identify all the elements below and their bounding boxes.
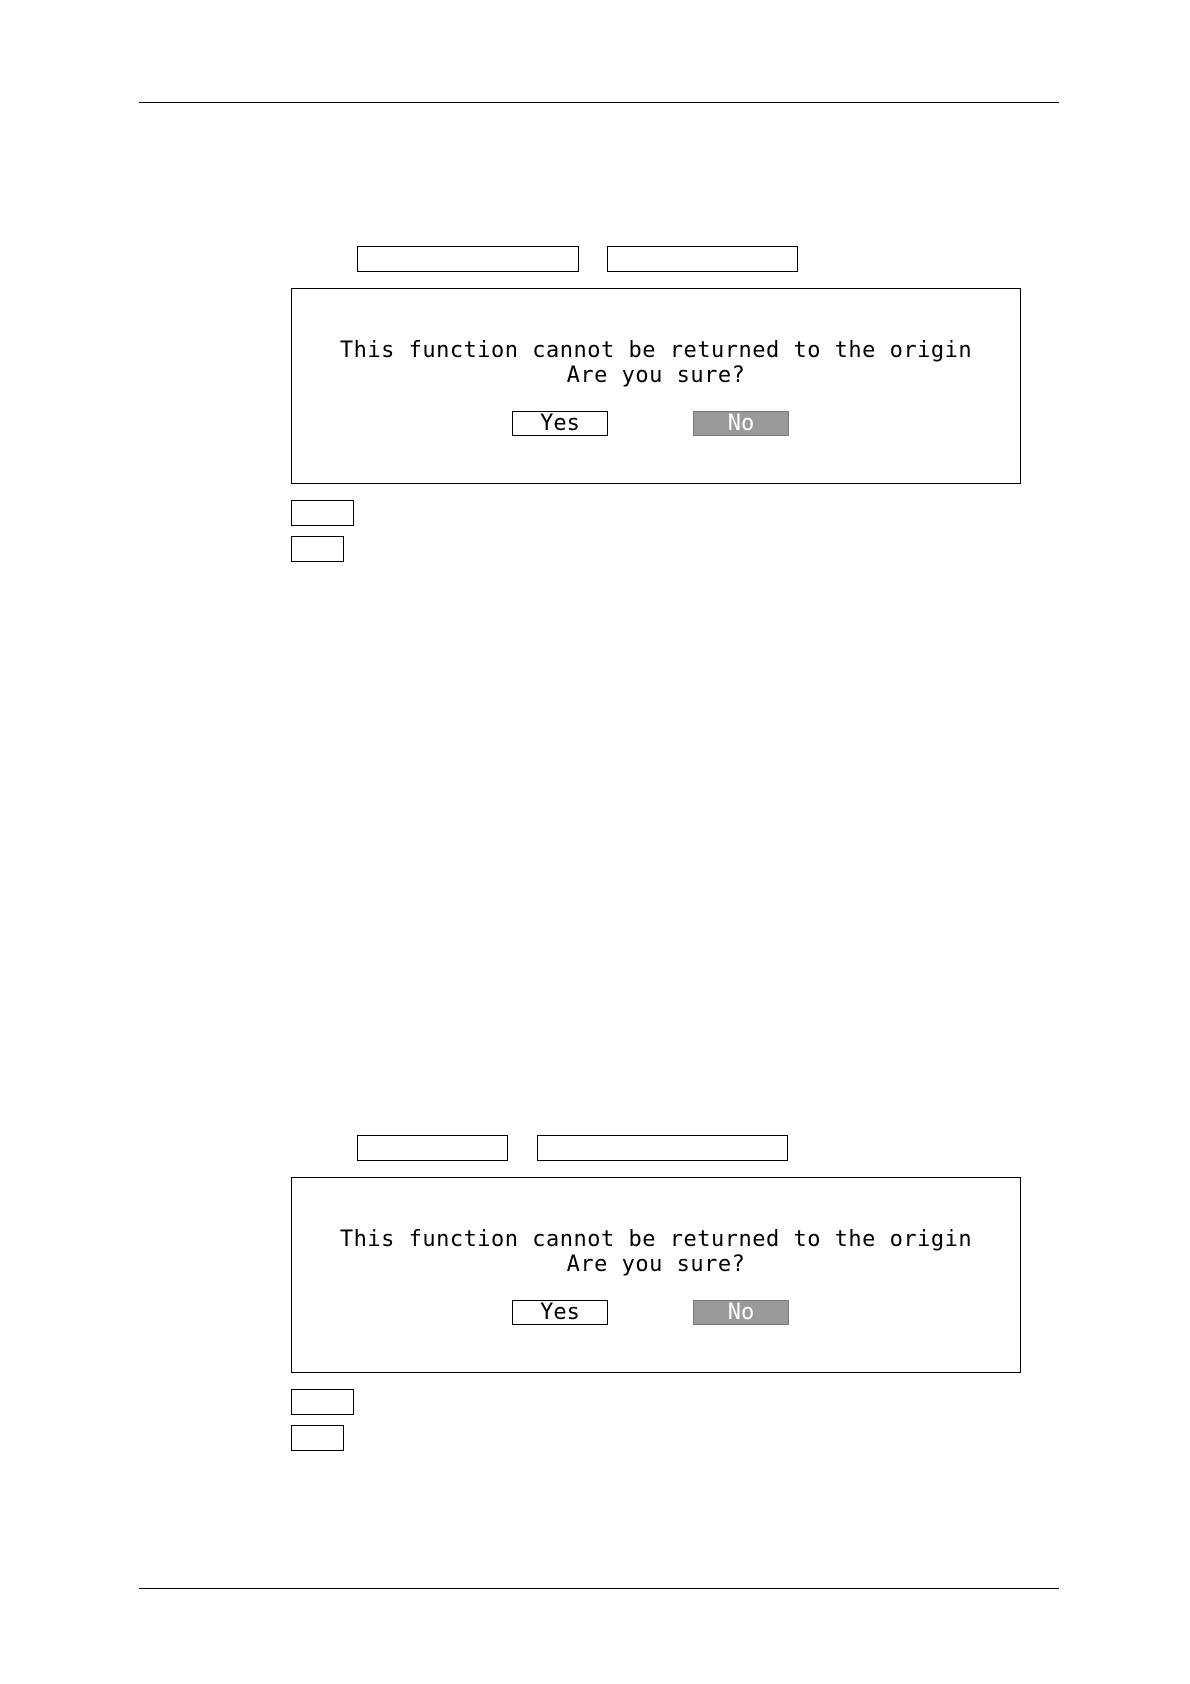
dialog-message-line1: This function cannot be returned to the origin (339, 338, 973, 363)
dialog-message-line2: Are you sure? (566, 1252, 746, 1277)
header-rule (139, 102, 1059, 103)
no-button[interactable]: No (693, 411, 789, 436)
key-box-2b (291, 1425, 344, 1451)
menu-label-box-1b (607, 246, 798, 272)
menu-label-box-2b (537, 1135, 788, 1161)
dialog-message-line1: This function cannot be returned to the origin (339, 1227, 973, 1252)
key-box-1a (291, 500, 354, 526)
key-box-2a (291, 1389, 354, 1415)
no-button[interactable]: No (693, 1300, 789, 1325)
menu-label-box-2a (357, 1135, 508, 1161)
dialog-message-line2: Are you sure? (566, 363, 746, 388)
confirm-dialog-1 (291, 288, 1021, 484)
confirm-dialog-2 (291, 1177, 1021, 1373)
yes-button[interactable]: Yes (512, 1300, 608, 1325)
footer-rule (139, 1588, 1059, 1589)
menu-label-box-1a (357, 246, 579, 272)
yes-button[interactable]: Yes (512, 411, 608, 436)
key-box-1b (291, 536, 344, 562)
